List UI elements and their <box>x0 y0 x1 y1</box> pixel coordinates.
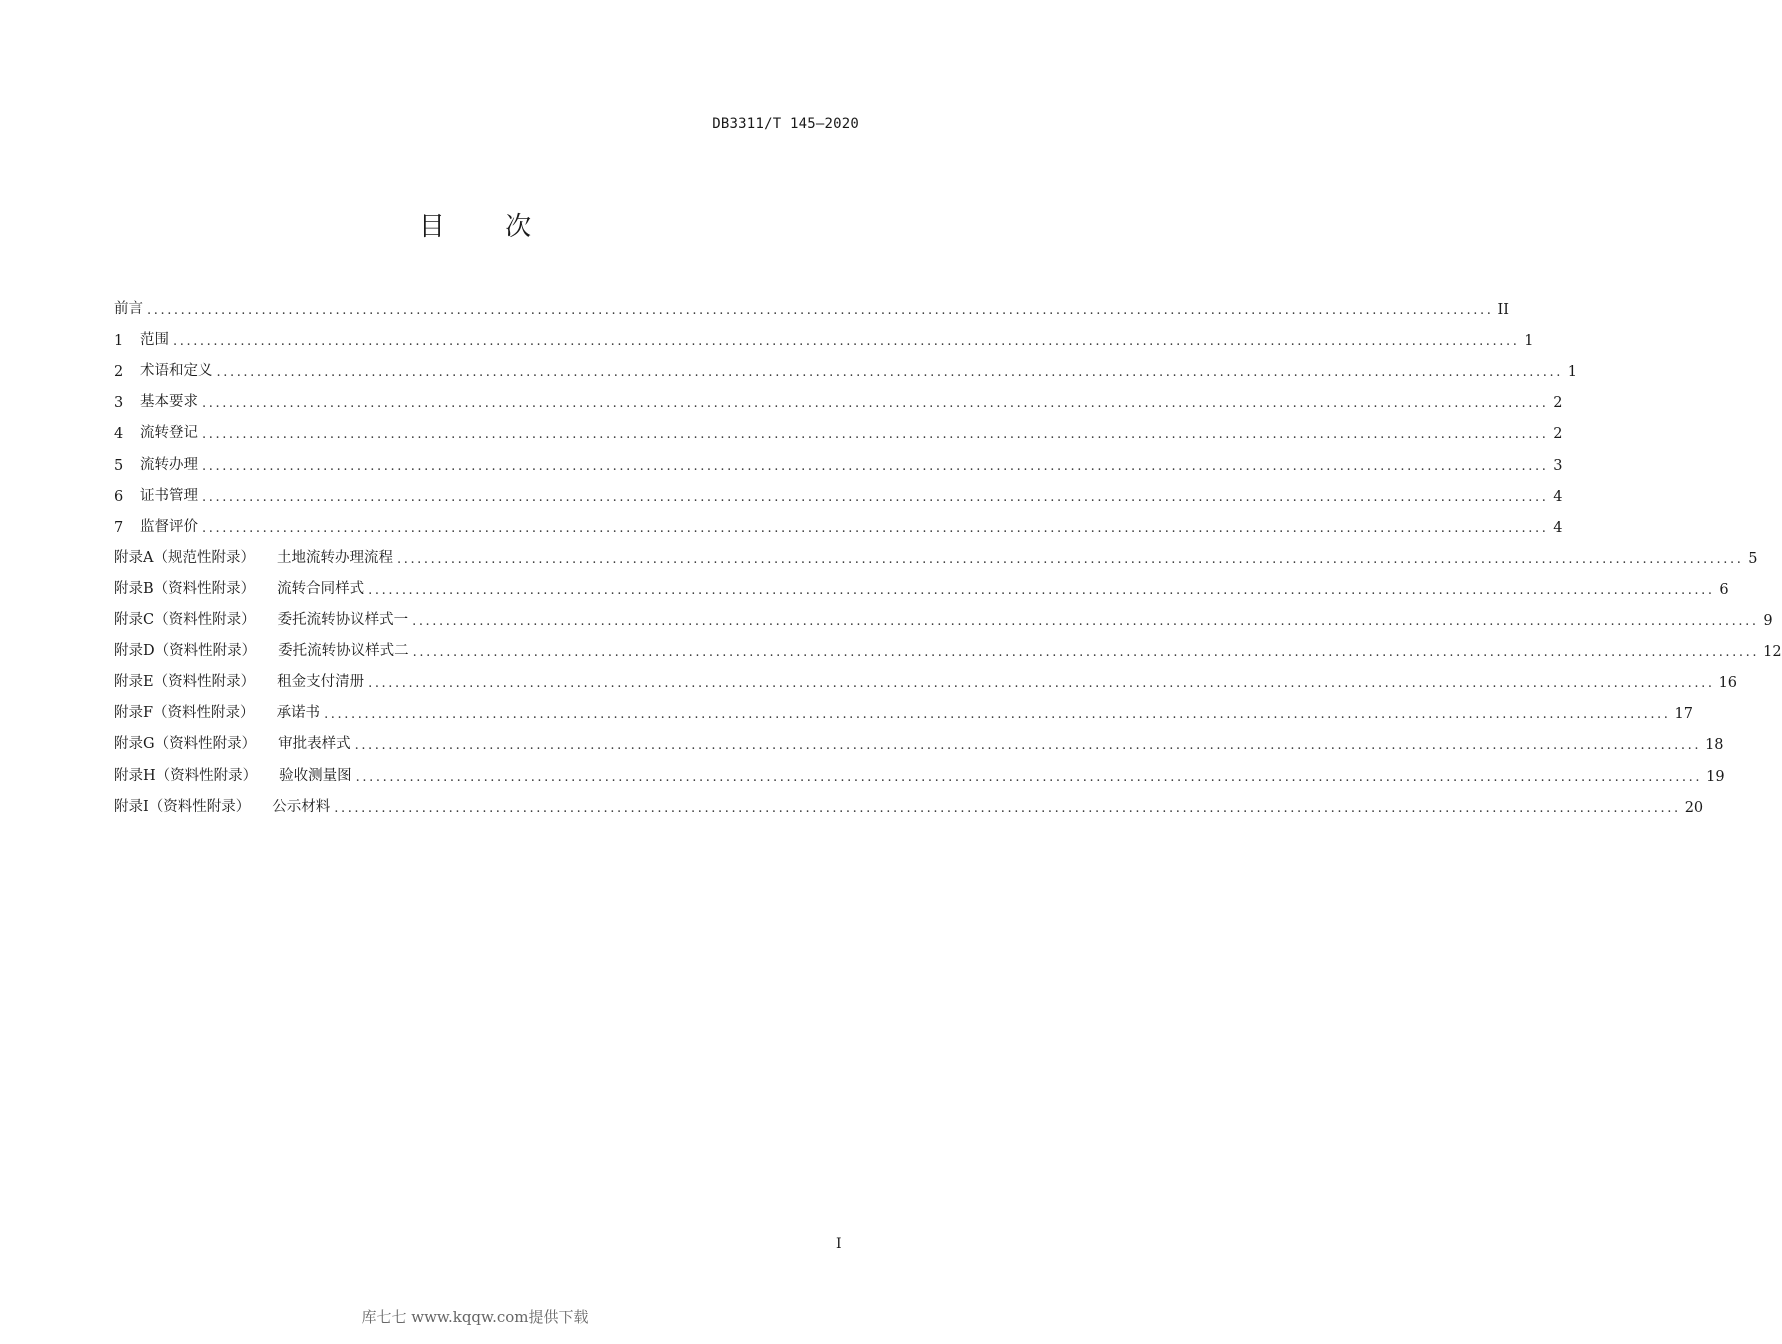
toc-title: 目 次 <box>418 212 558 242</box>
toc-entry-number: 6 <box>114 488 124 505</box>
toc-entry-page: 17 <box>1674 706 1693 723</box>
dot-leader: ........................................................................................................................................................................................................ <box>202 427 1549 443</box>
dot-leader: ........................................................................................................................................................................................................ <box>324 707 1671 723</box>
appendix-title: 承诺书 <box>276 705 321 722</box>
toc-entry-foreword[interactable] <box>114 287 1509 319</box>
toc-entry-number: 2 <box>114 364 124 381</box>
toc-entry-page: 5 <box>1748 550 1758 567</box>
toc-appendix-c[interactable] <box>114 598 1773 630</box>
toc-entry-page: 2 <box>1553 426 1563 443</box>
toc-entry-label: 流转登记 <box>140 425 198 442</box>
toc-entry-number: 3 <box>114 395 124 412</box>
toc-appendix-a[interactable] <box>114 536 1758 567</box>
toc-entry-certificate[interactable] <box>114 474 1563 505</box>
dot-leader: ........................................................................................................................................................................................................ <box>147 303 1494 319</box>
toc-appendix-i[interactable] <box>114 785 1704 816</box>
dot-leader: ........................................................................................................................................................................................................ <box>412 614 1759 630</box>
dot-leader: ........................................................................................................................................................................................................ <box>412 645 1760 661</box>
toc-appendix-e[interactable] <box>114 660 1738 692</box>
toc-entry-label: 前言 <box>114 301 143 318</box>
appendix-title: 租金支付清册 <box>277 674 365 691</box>
toc-entry-label: 流转办理 <box>140 456 198 473</box>
toc-appendix-d[interactable] <box>114 629 1782 661</box>
toc-entry-label: 监督评价 <box>140 518 198 535</box>
toc-entry-processing[interactable] <box>114 442 1563 474</box>
dot-leader: ........................................................................................................................................................................................................ <box>202 489 1549 505</box>
toc-entry-supervision[interactable] <box>114 505 1563 536</box>
appendix-prefix: 附录H（资料性附录） <box>114 767 258 784</box>
toc-entry-number: 7 <box>114 519 124 536</box>
dot-leader: ........................................................................................................................................................................................................ <box>202 458 1549 474</box>
toc-entry-page: 4 <box>1553 488 1563 505</box>
toc-entry-number: 5 <box>114 457 124 474</box>
toc-entry-registration[interactable] <box>114 411 1563 443</box>
dot-leader: ........................................................................................................................................................................................................ <box>396 551 1744 567</box>
appendix-title: 土地流转办理流程 <box>276 549 393 566</box>
appendix-title: 验收测量图 <box>279 767 352 784</box>
toc-entry-page: 20 <box>1684 799 1704 816</box>
appendix-title: 审批表样式 <box>278 736 351 753</box>
toc-entry-page: 1 <box>1524 333 1534 350</box>
appendix-prefix: 附录D（资料性附录） <box>114 643 257 660</box>
toc-entry-number: 1 <box>114 333 124 350</box>
toc-entry-page: 18 <box>1705 737 1724 754</box>
toc-entry-page: 19 <box>1706 768 1725 785</box>
page-number: I <box>836 1236 842 1252</box>
toc-entry-label: 术语和定义 <box>140 363 213 380</box>
dot-leader: ........................................................................................................................................................................................................ <box>368 676 1715 692</box>
toc-entry-page: 2 <box>1553 395 1563 412</box>
toc-entry-page: 1 <box>1567 364 1577 381</box>
appendix-title: 委托流转协议样式一 <box>277 612 409 629</box>
toc-entry-page: II <box>1497 302 1509 319</box>
toc-entry-label: 范围 <box>140 332 169 349</box>
toc-entry-page: 3 <box>1553 457 1563 474</box>
toc-entry-page: 12 <box>1763 644 1782 661</box>
dot-leader: ........................................................................................................................................................................................................ <box>173 334 1520 350</box>
toc-appendix-f[interactable] <box>114 691 1693 723</box>
dot-leader: ........................................................................................................................................................................................................ <box>354 738 1702 754</box>
toc-entry-scope[interactable] <box>114 318 1534 350</box>
appendix-prefix: 附录E（资料性附录） <box>114 674 256 691</box>
document-code: DB3311/T 145—2020 <box>712 116 859 132</box>
toc-entry-number: 4 <box>114 426 124 443</box>
dot-leader: ........................................................................................................................................................................................................ <box>355 769 1703 785</box>
toc-entry-page: 4 <box>1553 519 1563 536</box>
appendix-title: 公示材料 <box>272 798 331 815</box>
toc-entry-page: 16 <box>1718 675 1738 692</box>
toc-appendix-b[interactable] <box>114 567 1729 598</box>
toc-appendix-h[interactable] <box>114 753 1725 785</box>
toc-entry-label: 基本要求 <box>140 394 198 411</box>
toc-entry-terms[interactable] <box>114 349 1577 381</box>
toc-entry-page: 6 <box>1719 581 1729 598</box>
appendix-prefix: 附录C（资料性附录） <box>114 612 256 629</box>
toc-entry-basic-requirements[interactable] <box>114 380 1563 412</box>
dot-leader: ........................................................................................................................................................................................................ <box>334 800 1681 816</box>
table-of-contents <box>114 287 1782 816</box>
dot-leader: ........................................................................................................................................................................................................ <box>202 396 1549 412</box>
appendix-prefix: 附录I（资料性附录） <box>114 798 251 815</box>
download-footer: 库七七 www.kqqw.com提供下载 <box>361 1308 589 1326</box>
appendix-prefix: 附录F（资料性附录） <box>114 705 255 722</box>
dot-leader: ........................................................................................................................................................................................................ <box>202 520 1549 536</box>
toc-entry-page: 9 <box>1763 613 1773 630</box>
toc-appendix-g[interactable] <box>114 722 1724 754</box>
toc-entry-label: 证书管理 <box>140 487 198 504</box>
appendix-title: 流转合同样式 <box>277 580 365 597</box>
dot-leader: ........................................................................................................................................................................................................ <box>368 582 1715 598</box>
appendix-prefix: 附录B（资料性附录） <box>114 580 256 597</box>
appendix-prefix: 附录A（规范性附录） <box>114 549 255 566</box>
appendix-prefix: 附录G（资料性附录） <box>114 736 257 753</box>
dot-leader: ........................................................................................................................................................................................................ <box>216 365 1563 381</box>
appendix-title: 委托流转协议样式二 <box>278 643 409 660</box>
